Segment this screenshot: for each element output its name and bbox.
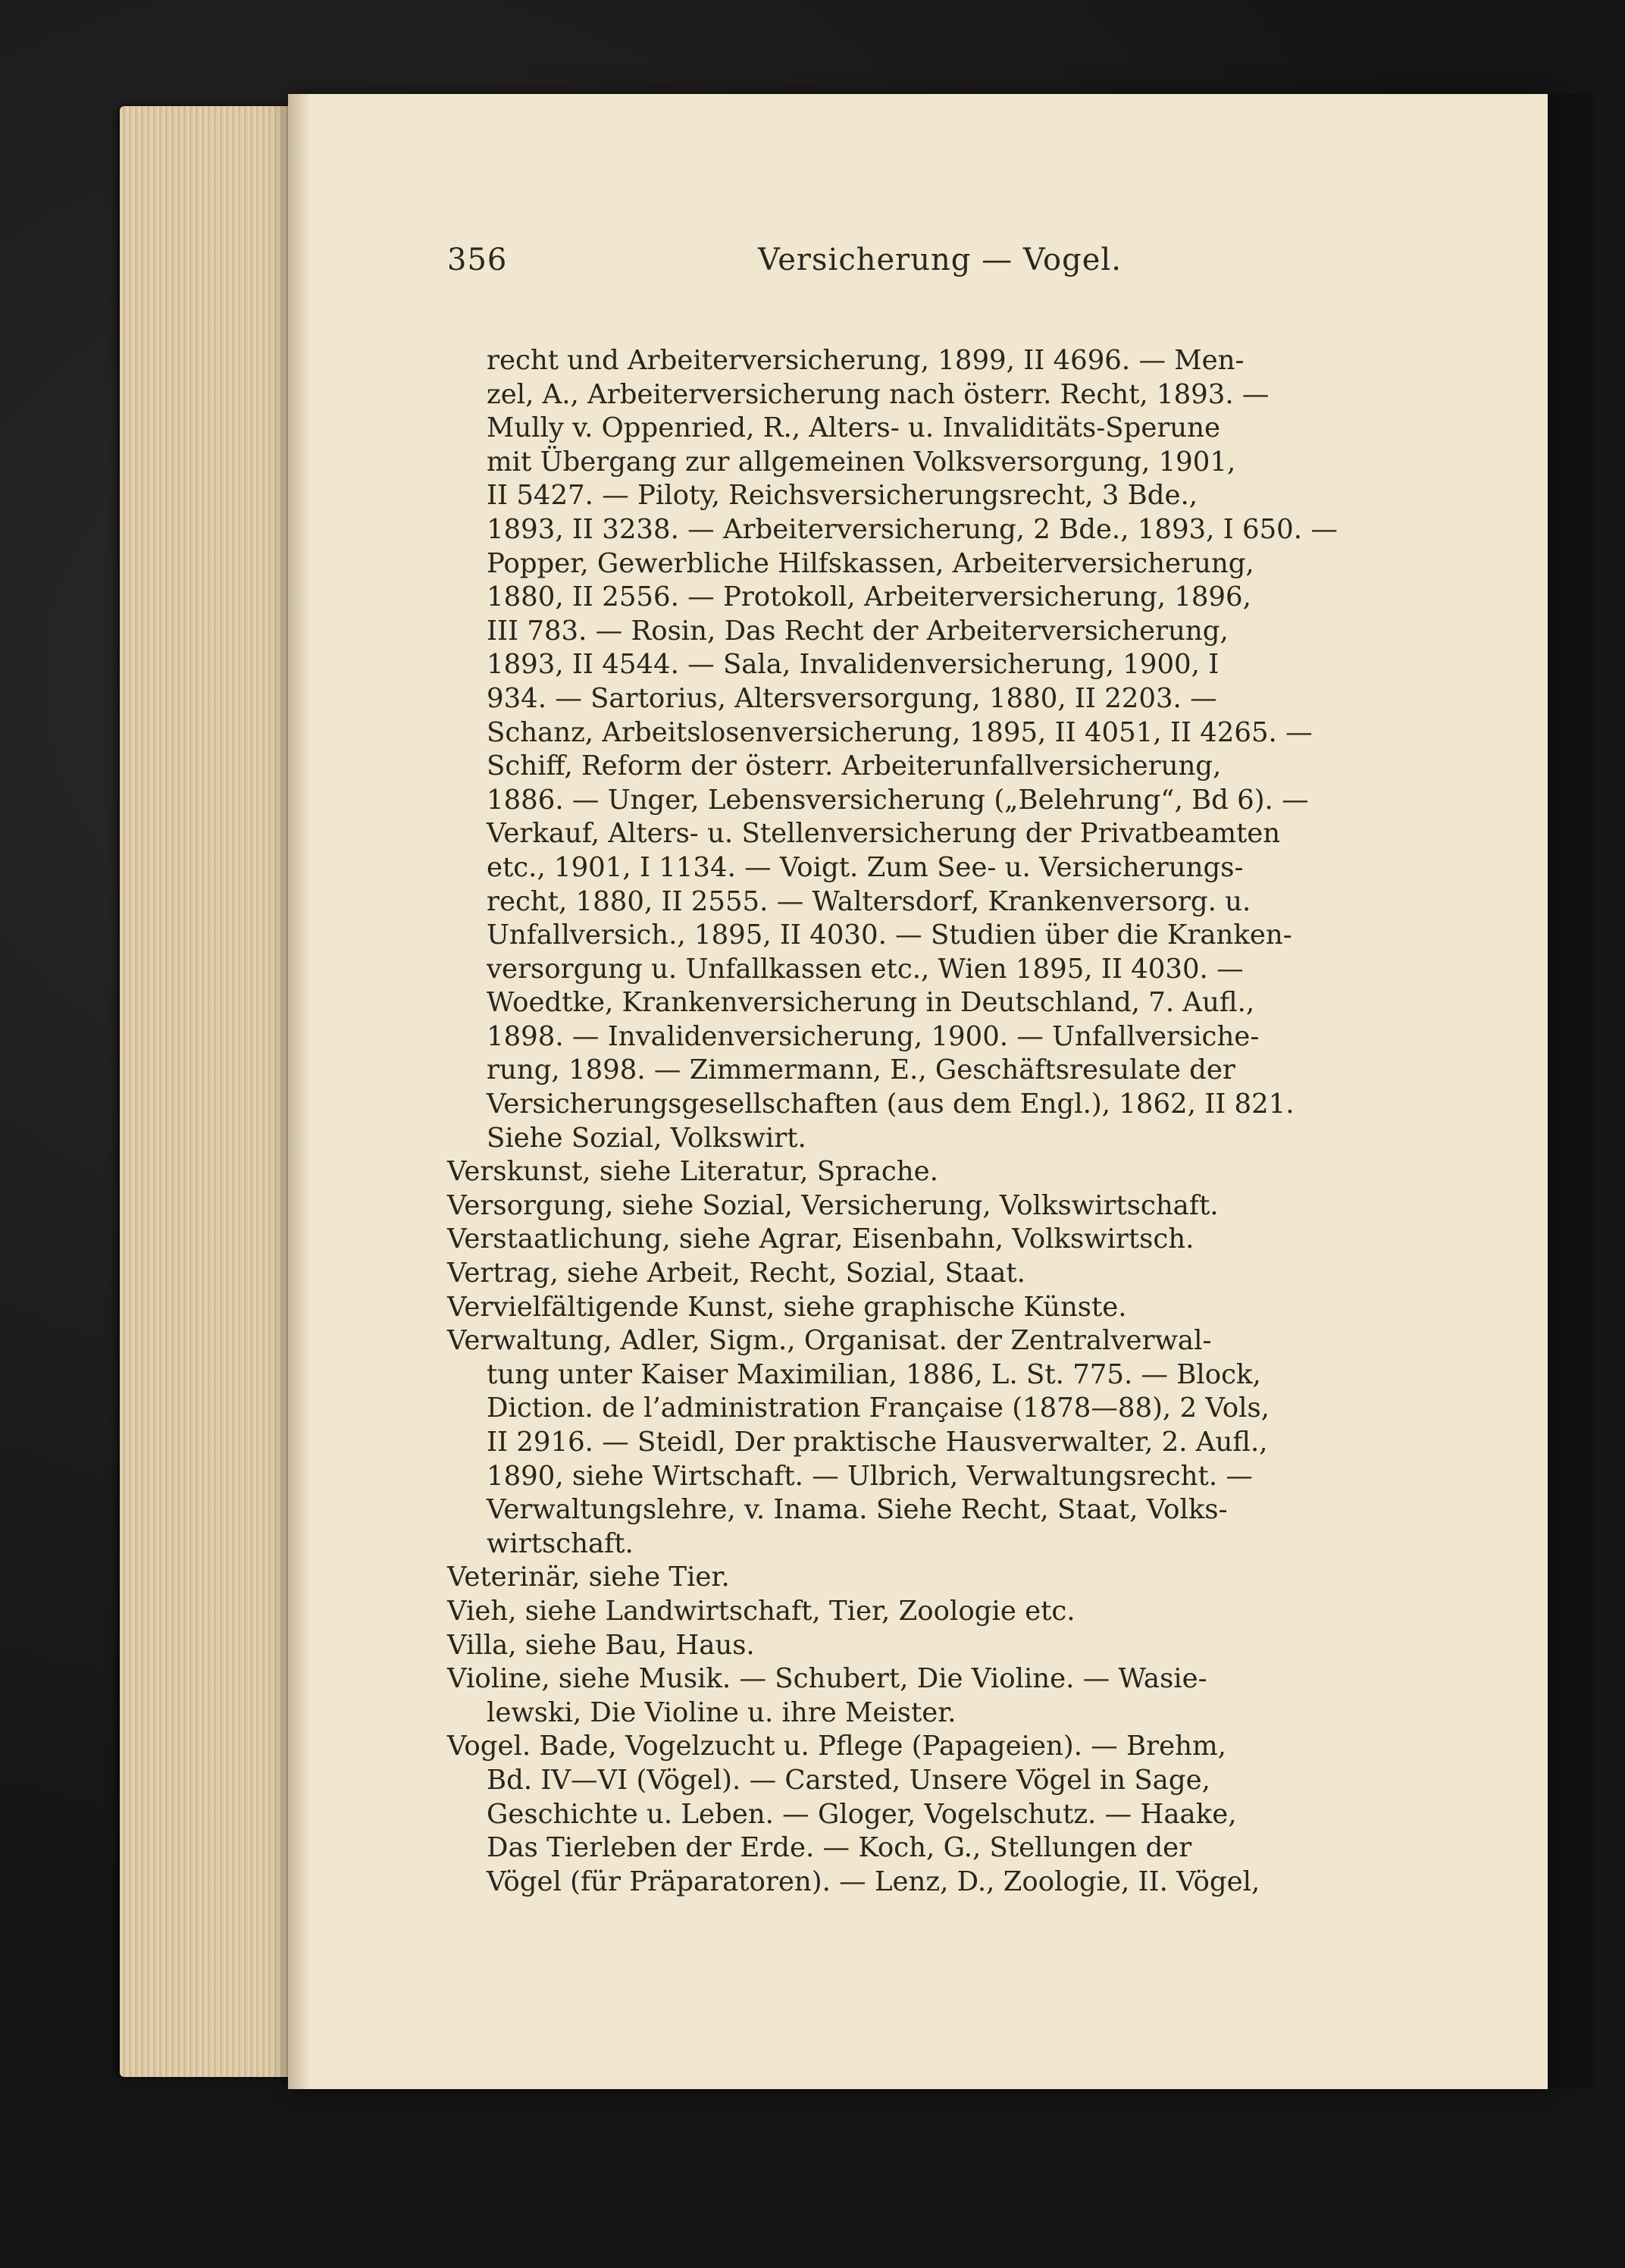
text-line: Bd. IV—VI (Vögel). — Carsted, Unsere Vögel in Sage, bbox=[487, 1764, 1210, 1796]
text-line: tung unter Kaiser Maximilian, 1886, L. St. 775. — Block, bbox=[487, 1358, 1261, 1390]
text-line: Verwaltungslehre, v. Inama. Siehe Recht, Staat, Volks- bbox=[487, 1494, 1228, 1526]
text-line: Woedtke, Krankenversicherung in Deutschland, 7. Aufl., bbox=[487, 987, 1255, 1019]
text-line: II 2916. — Steidl, Der praktische Hausverwalter, 2. Aufl., bbox=[487, 1427, 1268, 1458]
text-line: recht, 1880, II 2555. — Waltersdorf, Krankenversorg. u. bbox=[487, 885, 1251, 917]
text-line: 1880, II 2556. — Protokoll, Arbeiterversicherung, 1896, bbox=[487, 581, 1251, 613]
text-line: 1886. — Unger, Lebensversicherung („Belehrung“, Bd 6). — bbox=[487, 784, 1309, 816]
text-line: Vieh, siehe Landwirtschaft, Tier, Zoologie etc. bbox=[447, 1595, 1076, 1627]
page-edges bbox=[120, 106, 294, 2077]
text-line: Verskunst, siehe Literatur, Sprache. bbox=[447, 1156, 938, 1188]
text-line: II 5427. — Piloty, Reichsversicherungsrecht, 3 Bde., bbox=[487, 480, 1198, 512]
text-line: Siehe Sozial, Volkswirt. bbox=[487, 1122, 806, 1154]
text-line: mit Übergang zur allgemeinen Volksversorgung, 1901, bbox=[487, 446, 1236, 478]
text-line: Verstaatlichung, siehe Agrar, Eisenbahn, Volkswirtsch. bbox=[447, 1223, 1194, 1255]
text-line: Vögel (für Präparatoren). — Lenz, D., Zoologie, II. Vögel, bbox=[487, 1865, 1260, 1897]
text-line: Unfallversich., 1895, II 4030. — Studien über die Kranken- bbox=[487, 919, 1292, 951]
text-line: Versicherungsgesellschaften (aus dem Engl.), 1862, II 821. bbox=[487, 1089, 1295, 1120]
page-gutter-shadow bbox=[288, 94, 311, 2089]
text-line: 1898. — Invalidenversicherung, 1900. — Unfallversiche- bbox=[487, 1020, 1260, 1052]
text-line: 1893, II 3238. — Arbeiterversicherung, 2 Bde., 1893, I 650. — bbox=[487, 513, 1338, 545]
text-line: Mully v. Oppenried, R., Alters- u. Invaliditäts-Sperune bbox=[487, 412, 1221, 444]
text-line: Diction. de l’administration Française (1878—88), 2 Vols, bbox=[487, 1392, 1270, 1424]
text-line: zel, A., Arbeiterversicherung nach österr. Recht, 1893. — bbox=[487, 378, 1270, 410]
text-line: Vervielfältigende Kunst, siehe graphische Künste. bbox=[447, 1291, 1127, 1323]
text-line: Schanz, Arbeitslosenversicherung, 1895, II 4051, II 4265. — bbox=[487, 716, 1313, 748]
text-line: 1893, II 4544. — Sala, Invalidenversicherung, 1900, I bbox=[487, 649, 1220, 681]
text-line: Villa, siehe Bau, Haus. bbox=[447, 1629, 755, 1661]
page-number: 356 bbox=[447, 243, 508, 277]
text-line: Popper, Gewerbliche Hilfskassen, Arbeiterversicherung, bbox=[487, 547, 1254, 579]
running-head bbox=[288, 243, 1548, 288]
text-line: Vogel. Bade, Vogelzucht u. Pflege (Papageien). — Brehm, bbox=[447, 1731, 1226, 1762]
text-line: versorgung u. Unfallkassen etc., Wien 1895, II 4030. — bbox=[487, 953, 1244, 985]
text-line: Das Tierleben der Erde. — Koch, G., Stellungen der bbox=[487, 1832, 1192, 1864]
text-line: III 783. — Rosin, Das Recht der Arbeiterversicherung, bbox=[487, 615, 1229, 647]
text-line: lewski, Die Violine u. ihre Meister. bbox=[487, 1696, 957, 1728]
text-line: etc., 1901, I 1134. — Voigt. Zum See- u. Versicherungs- bbox=[487, 851, 1244, 883]
text-line: Geschichte u. Leben. — Gloger, Vogelschutz. — Haake, bbox=[487, 1798, 1237, 1830]
text-line: Veterinär, siehe Tier. bbox=[447, 1562, 730, 1593]
text-line: Verwaltung, Adler, Sigm., Organisat. der Zentralverwal- bbox=[447, 1325, 1212, 1357]
text-line: Vertrag, siehe Arbeit, Recht, Sozial, Staat. bbox=[447, 1258, 1025, 1289]
text-line: Violine, siehe Musik. — Schubert, Die Violine. — Wasie- bbox=[447, 1663, 1207, 1695]
book-cover-edge bbox=[1548, 94, 1593, 2089]
text-line: Schiff, Reform der österr. Arbeiterunfallversicherung, bbox=[487, 750, 1222, 782]
text-line: Verkauf, Alters- u. Stellenversicherung der Privatbeamten bbox=[487, 818, 1281, 850]
body-text bbox=[447, 344, 1410, 1899]
text-line: Versorgung, siehe Sozial, Versicherung, Volkswirtschaft. bbox=[447, 1189, 1219, 1221]
book-page bbox=[288, 94, 1548, 2089]
text-line: recht und Arbeiterversicherung, 1899, II 4696. — Men- bbox=[487, 345, 1245, 376]
text-line: 934. — Sartorius, Altersversorgung, 1880, II 2203. — bbox=[487, 682, 1217, 714]
text-line: 1890, siehe Wirtschaft. — Ulbrich, Verwaltungsrecht. — bbox=[487, 1460, 1253, 1492]
running-title: Versicherung — Vogel. bbox=[758, 243, 1122, 277]
text-line: wirtschaft. bbox=[487, 1527, 634, 1559]
text-line: rung, 1898. — Zimmermann, E., Geschäftsresulate der bbox=[487, 1054, 1235, 1086]
